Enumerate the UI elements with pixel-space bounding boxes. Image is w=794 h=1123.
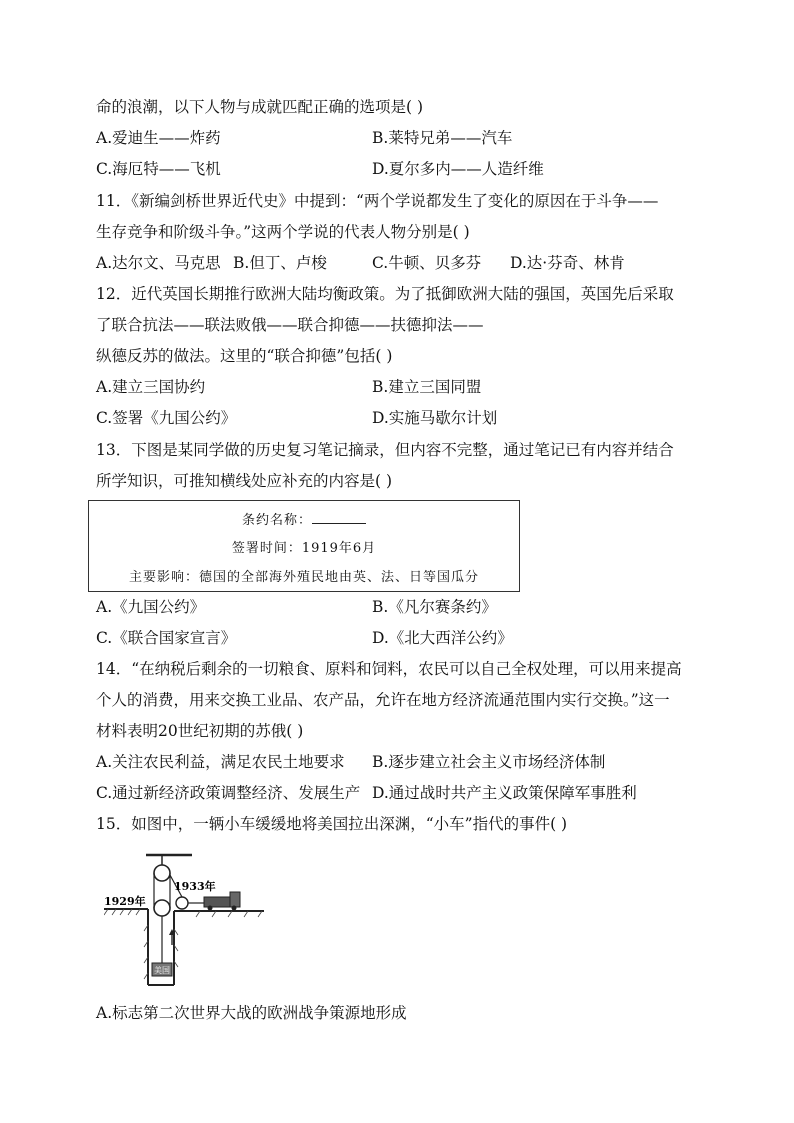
box-label: 美国 (154, 966, 170, 975)
q13-stem-line-2: 所学知识，可推知横线处应补充的内容是( ) (96, 472, 393, 490)
q14-stem-line-2: 个人的消费，用来交换工业品、农产品，允许在地方经济流通范围内实行交换。”这一 (96, 691, 670, 709)
q13-option-d: D.《北大西洋公约》 (372, 629, 513, 647)
q12-stem-line-1: 12．近代英国长期推行欧洲大陆均衡政策。为了抵御欧洲大陆的强国，英国先后采取 (96, 285, 674, 303)
note-treaty-name-label: 条约名称： (241, 513, 312, 528)
q13-stem-line-1: 13．下图是某同学做的历史复习笔记摘录，但内容不完整，通过笔记已有内容并结合 (96, 441, 674, 459)
side-pulley-icon (176, 897, 188, 909)
cart-body (204, 897, 230, 907)
q14-stem-line-1: 14．“在纳税后剩余的一切粮食、原料和饲料，农民可以自己全权处理，可以用来提高 (96, 660, 682, 678)
q11-option-b: B.但丁、卢梭 (233, 254, 327, 272)
q15-stem: 15．如图中，一辆小车缓缓地将美国拉出深渊，“小车”指代的事件( ) (96, 815, 568, 833)
year-1933-label: 1933年 (174, 880, 216, 893)
note-sign-time: 签署时间：1919年6月 (231, 541, 377, 556)
q14-stem-line-3: 材料表明20世纪初期的苏俄( ) (96, 722, 304, 740)
q11-option-d: D.达·芬奇、林肯 (510, 254, 625, 272)
q12-option-a: A.建立三国协约 (96, 378, 206, 396)
q12-option-d: D.实施马歇尔计划 (372, 409, 498, 427)
q11-stem-line-1: 11．《新编剑桥世界近代史》中提到：“两个学说都发生了变化的原因在于斗争—— (96, 192, 659, 210)
q13-option-b: B.《凡尔赛条约》 (372, 598, 497, 616)
q14-option-a: A.关注农民利益，满足农民土地要求 (96, 753, 345, 771)
cart-cab (230, 892, 240, 907)
q13-option-c: C.《联合国家宣言》 (96, 629, 237, 647)
top-pulley-icon (154, 865, 170, 881)
q12-option-b: B.建立三国同盟 (372, 378, 482, 396)
q10-option-a: A.爱迪生——炸药 (96, 129, 221, 147)
q13-option-a: A.《九国公约》 (96, 598, 206, 616)
pulley-cart-figure (104, 845, 274, 991)
q10-option-c: C.海厄特——飞机 (96, 160, 221, 178)
middle-pulley-icon (154, 900, 170, 916)
cart-wheel-icon (208, 906, 213, 911)
note-treaty-name (89, 509, 519, 528)
q12-stem-line-3: 纵德反苏的做法。这里的“联合抑德”包括( ) (96, 347, 393, 365)
q11-stem-line-2: 生存竞争和阶级斗争。”这两个学说的代表人物分别是( ) (96, 223, 470, 241)
ground-hatching (104, 909, 262, 979)
q14-option-d: D.通过战时共产主义政策保障军事胜利 (372, 784, 637, 802)
q12-option-c: C.签署《九国公约》 (96, 409, 237, 427)
q10-option-b: B.莱特兄弟——汽车 (372, 129, 513, 147)
q14-option-b: B.逐步建立社会主义市场经济体制 (372, 753, 606, 771)
note-blank-line (312, 511, 366, 524)
cart-wheel-icon (232, 906, 237, 911)
note-impact: 主要影响：德国的全部海外殖民地由英、法、日等国瓜分 (128, 570, 479, 585)
q14-option-c: C.通过新经济政策调整经济、发展生产 (96, 784, 361, 802)
q10-stem-tail: 命的浪潮，以下人物与成就匹配正确的选项是( ) (96, 98, 424, 116)
q11-option-c: C.牛顿、贝多芬 (372, 254, 482, 272)
q15-option-a: A.标志第二次世界大战的欧洲战争策源地形成 (96, 1004, 407, 1022)
study-note-box (88, 500, 520, 592)
q12-stem-line-2: 了联合抗法——联法败俄——联合抑德——扶德抑法—— (96, 316, 484, 334)
q11-option-a: A.达尔文、马克思 (96, 254, 221, 272)
q10-option-d: D.夏尔多内——人造纤维 (372, 160, 544, 178)
year-1929-label: 1929年 (104, 895, 146, 908)
